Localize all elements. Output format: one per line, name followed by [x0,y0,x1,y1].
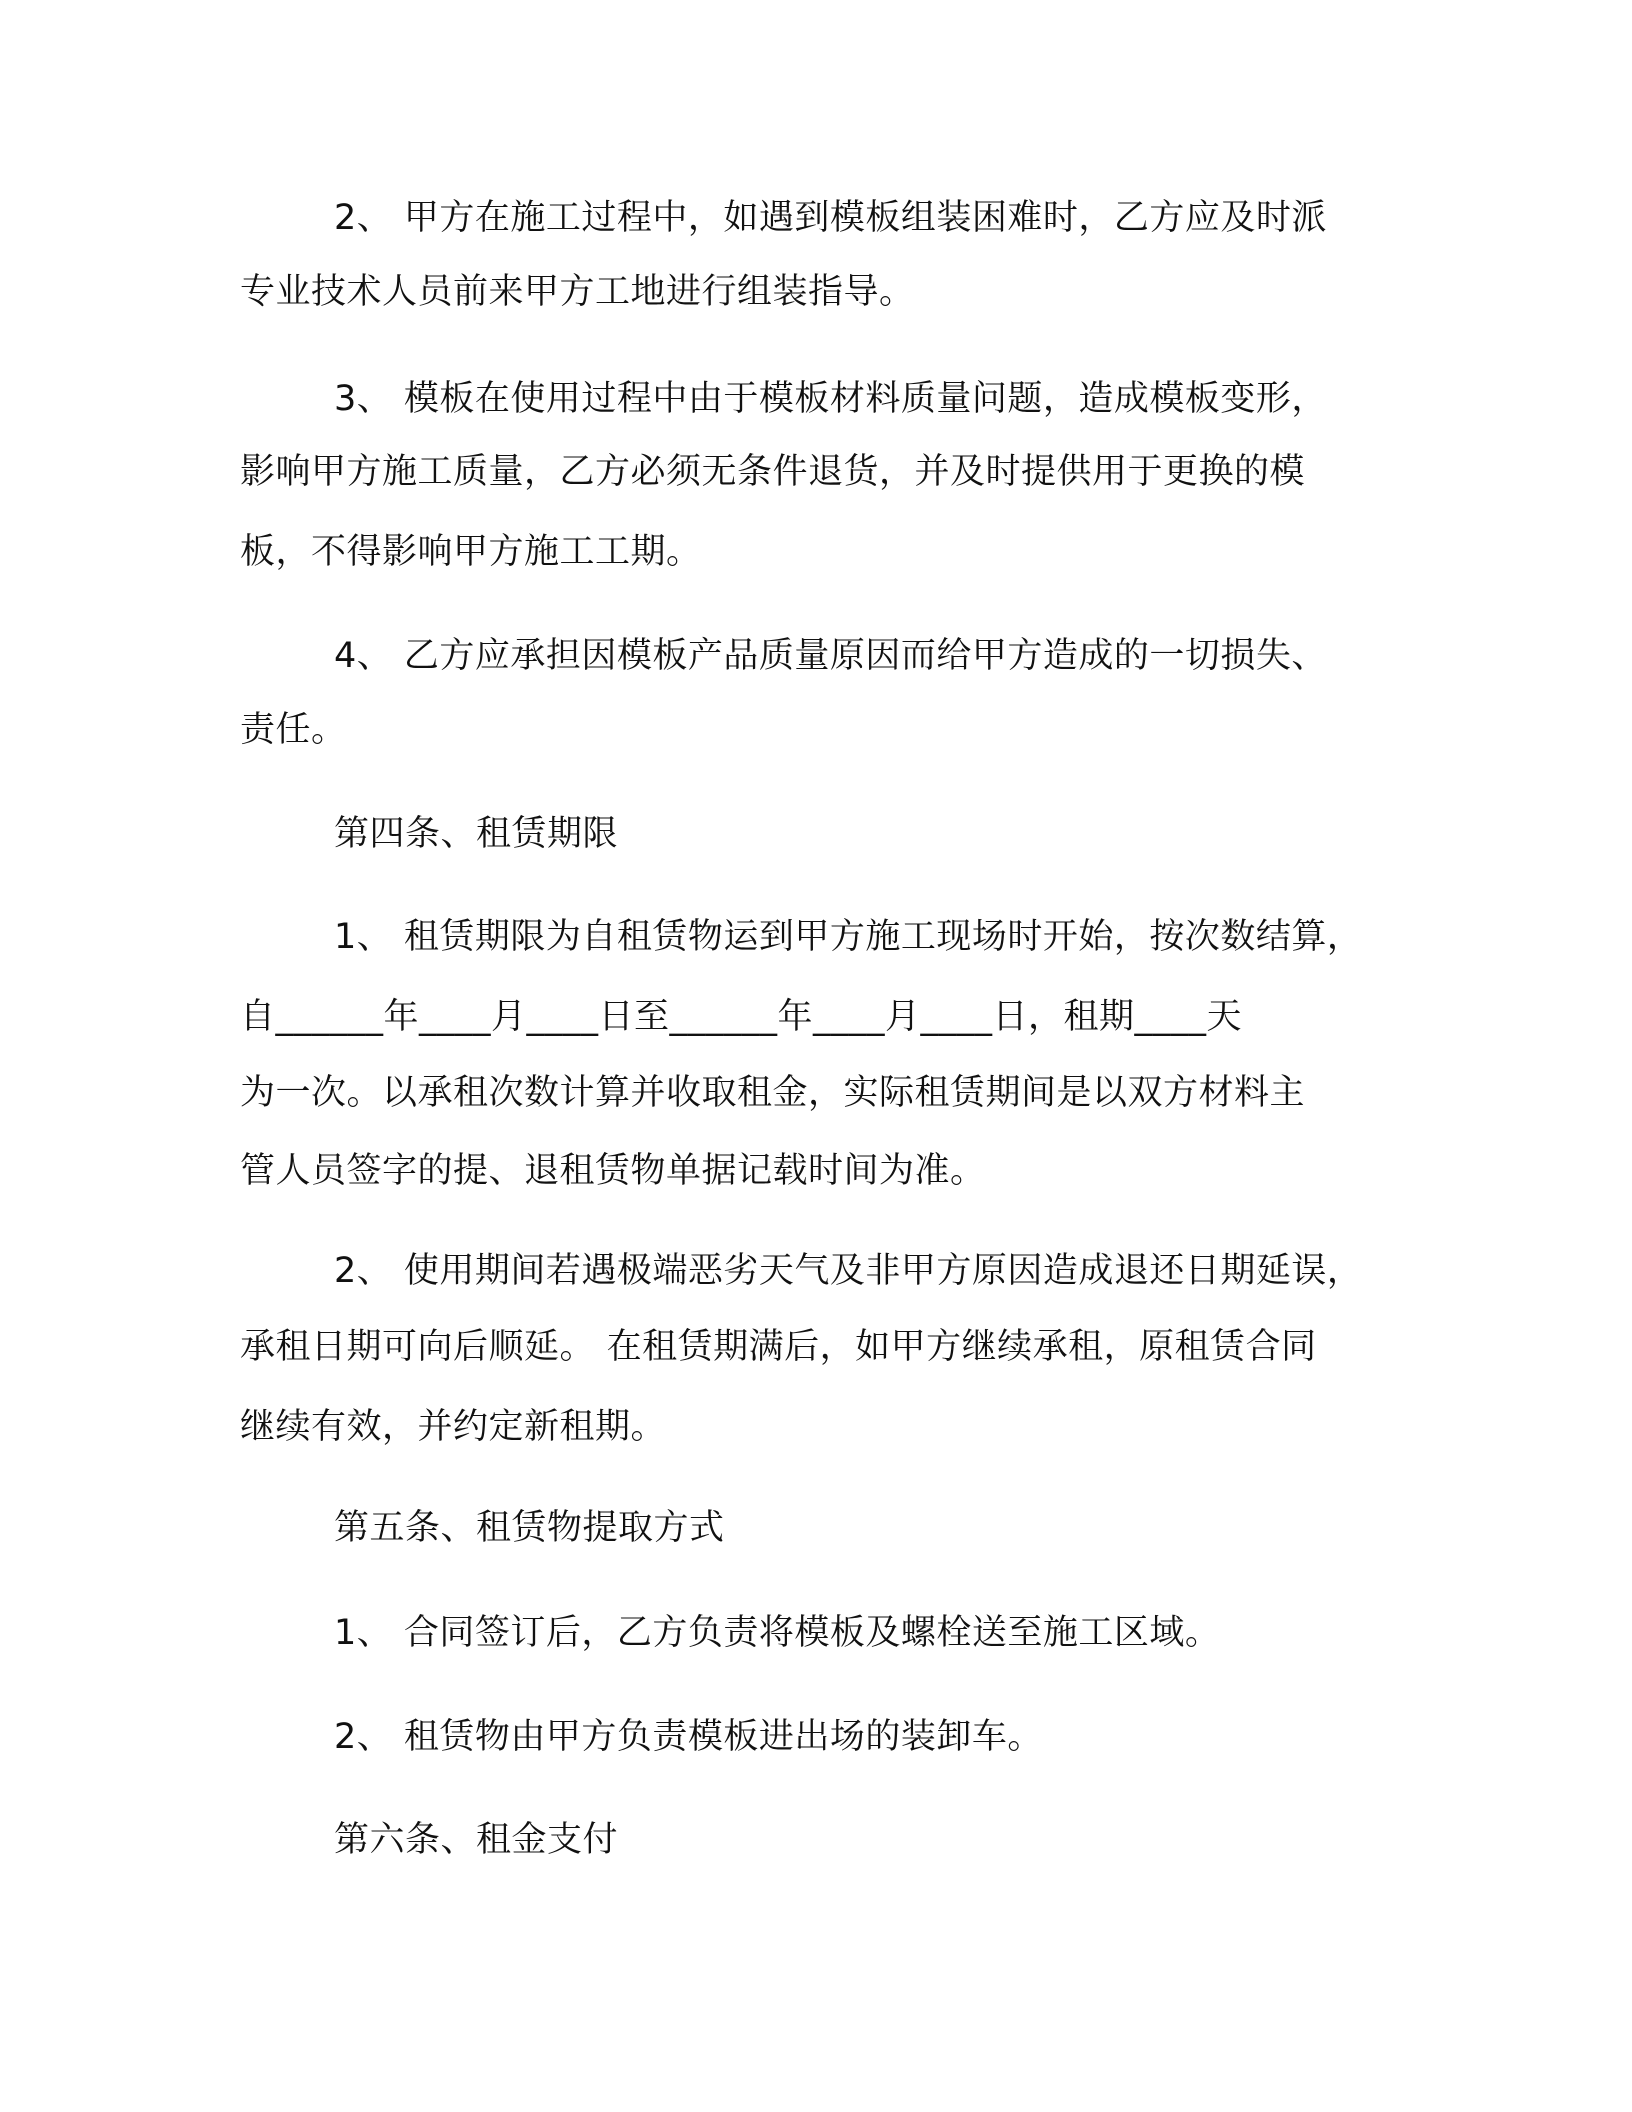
clause-3-4-line-1: 4、 乙方应承担因模板产品质量原因而给甲方造成的一切损失、 [334,636,1327,676]
clause-4-1-line-2: 自______年____月____日至______年____月____日，租期____天 [240,997,1243,1037]
clause-3-3-line-3: 板，不得影响甲方施工工期。 [240,532,702,572]
clause-4-2-line-3: 继续有效，并约定新租期。 [240,1407,667,1447]
clause-3-2-line-2: 专业技术人员前来甲方工地进行组装指导。 [240,272,915,312]
article-6-heading: 第六条、租金支付 [334,1820,619,1860]
clause-3-3-line-1: 3、 模板在使用过程中由于模板材料质量问题，造成模板变形， [334,379,1327,419]
article-5-heading: 第五条、租赁物提取方式 [334,1508,725,1548]
clause-4-1-line-4: 管人员签字的提、退租赁物单据记载时间为准。 [240,1151,986,1191]
clause-4-1-line-1: 1、 租赁期限为自租赁物运到甲方施工现场时开始，按次数结算， [334,917,1363,957]
clause-3-4-line-2: 责任。 [240,710,347,750]
clause-5-2-line-1: 2、 租赁物由甲方负责模板进出场的装卸车。 [334,1717,1043,1757]
clause-4-2-line-1: 2、 使用期间若遇极端恶劣天气及非甲方原因造成退还日期延误， [334,1251,1363,1291]
clause-5-1-line-1: 1、 合同签订后，乙方负责将模板及螺栓送至施工区域。 [334,1613,1221,1653]
clause-3-2-line-1: 2、 甲方在施工过程中，如遇到模板组装困难时，乙方应及时派 [334,198,1327,238]
clause-4-1-line-3: 为一次。以承租次数计算并收取租金，实际租赁期间是以双方材料主 [240,1073,1306,1113]
clause-3-3-line-2: 影响甲方施工质量，乙方必须无条件退货，并及时提供用于更换的模 [240,452,1306,492]
clause-4-2-line-2: 承租日期可向后顺延。 在租赁期满后，如甲方继续承租，原租赁合同 [240,1327,1317,1367]
article-4-heading: 第四条、租赁期限 [334,814,619,854]
